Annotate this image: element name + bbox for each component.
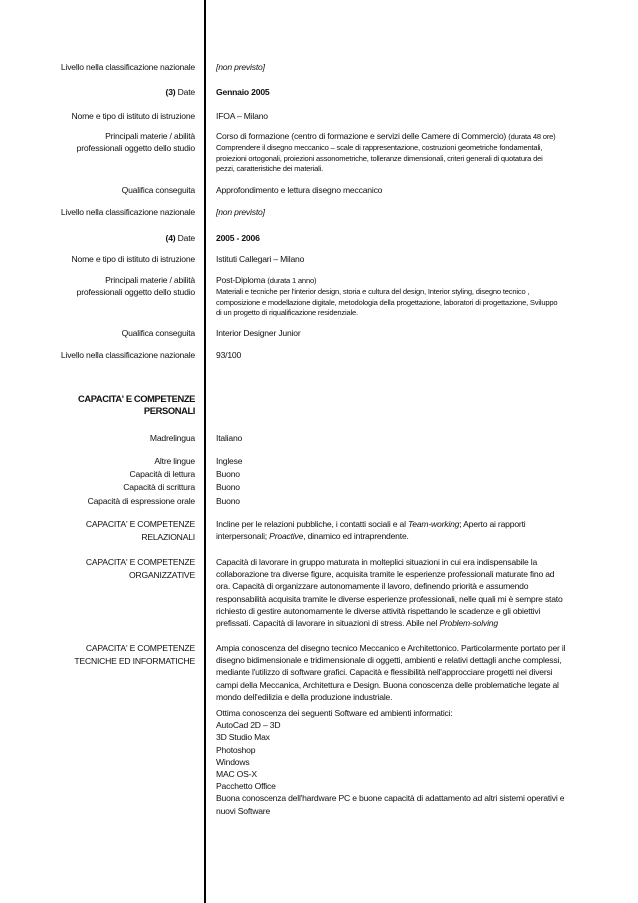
section-heading-personali bbox=[15, 393, 195, 417]
tecniche-line: mediante l'utilizzo di software grafici. Capacità e flessibilità nell'approcciare progetti nei diversi bbox=[216, 667, 553, 678]
materie-4-desc-3: di un progetto di riqualificazione residenziale. bbox=[216, 308, 358, 318]
label-scrittura: Capacità di scrittura bbox=[123, 482, 195, 493]
software-item: Pacchetto Office bbox=[216, 781, 276, 792]
software-item: AutoCad 2D – 3D bbox=[216, 720, 281, 731]
value-livello-4: 93/100 bbox=[216, 350, 242, 360]
label-materie-3-line1: Principali materie / abilità bbox=[105, 131, 195, 141]
relazionali-proactive: Proactive bbox=[269, 531, 304, 542]
date-label-4: Date bbox=[177, 233, 195, 243]
label-livello-4: Livello nella classificazione nazionale bbox=[60, 350, 195, 360]
label-organizzative bbox=[15, 556, 195, 581]
hardware-line-2: nuovi Software bbox=[216, 805, 271, 816]
label-organizzative-line2: ORGANIZZATIVE bbox=[129, 569, 195, 580]
tecniche-line: disegno bidimensionale e tridimensionale di oggetti, ambienti e relativi dettagli anche complessi, bbox=[216, 655, 562, 666]
date-label-3: Date bbox=[177, 87, 195, 97]
label-livello-3: Livello nella classificazione nazionale bbox=[60, 207, 195, 217]
value-altre-lingue: Inglese bbox=[216, 456, 243, 466]
label-relazionali bbox=[15, 518, 195, 543]
materie-4-duration: (durata 1 anno) bbox=[267, 276, 317, 285]
label-date-3 bbox=[15, 87, 195, 99]
organizzative-line: collaborazione tra diverse figure, acquisita tramite le esperienze professionali maturate fino ad bbox=[216, 569, 555, 580]
materie-4-title: Post-Diploma bbox=[216, 275, 266, 285]
value-istituto-4: Istituti Callegari – Milano bbox=[216, 254, 305, 264]
relazionali-text-2b: , dinamico ed intraprendente. bbox=[303, 531, 409, 542]
section-heading-line1: CAPACITA' E COMPETENZE bbox=[77, 393, 195, 404]
materie-3-title: Corso di formazione (centro di formazione e servizi delle Camere di Commercio) bbox=[216, 131, 507, 141]
date-number-4: (4) bbox=[165, 233, 176, 243]
date-number-3: (3) bbox=[165, 87, 176, 97]
label-istituto-4: Nome e tipo di istituto di istruzione bbox=[71, 254, 195, 264]
organizzative-line: Capacità di lavorare in gruppo maturata in molteplici situazioni in cui era indispensabile la bbox=[216, 557, 538, 567]
value-livello-3: [non previsto] bbox=[216, 207, 265, 217]
value-istituto-3: IFOA – Milano bbox=[216, 111, 268, 121]
organizzative-line: responsabilità acquisita tramite le diverse esperienze professionali, nelle quali mi è sempre stato bbox=[216, 593, 563, 604]
label-qualifica-4: Qualifica conseguita bbox=[121, 328, 195, 338]
software-item: Windows bbox=[216, 756, 250, 767]
materie-3-desc-3: pezzi, caratteristiche dei materiali. bbox=[216, 164, 323, 174]
label-organizzative-line1: CAPACITA' E COMPETENZE bbox=[85, 557, 195, 567]
software-item: MAC OS-X bbox=[216, 769, 257, 780]
materie-3-desc-2: proiezioni ortogonali, proiezioni assonometriche, tolleranze dimensionali, criteri generali di quotatura dei bbox=[216, 153, 543, 163]
value-organizzative bbox=[216, 556, 600, 629]
organizzative-problem-solving: Problem-solving bbox=[439, 618, 498, 629]
materie-3-duration: (durata 48 ore) bbox=[508, 132, 556, 141]
value-madrelingua: Italiano bbox=[216, 433, 243, 443]
materie-3-desc-1: Comprendere il disegno meccanico – scale di rappresentazione, costruzioni geometriche fondamentali, bbox=[216, 142, 543, 152]
label-materie-4 bbox=[15, 275, 195, 298]
software-item: 3D Studio Max bbox=[216, 732, 270, 743]
software-intro: Ottima conoscenza dei seguenti Software ed ambienti informatici: bbox=[216, 708, 453, 719]
tecniche-line: campi della Meccanica, Architettura e Design. Buona conoscenza delle problematiche legate al bbox=[216, 679, 559, 690]
relazionali-text-1a: Incline per le relazioni pubbliche, i contatti sociali e al bbox=[216, 519, 408, 529]
value-lettura: Buono bbox=[216, 469, 240, 480]
value-date-3: Gennaio 2005 bbox=[216, 87, 270, 97]
organizzative-last-line: prefissati. Capacità di lavorare in situazioni di stress. Abile nel bbox=[216, 618, 440, 629]
value-lingue-block bbox=[216, 455, 600, 508]
software-item: Photoshop bbox=[216, 744, 256, 755]
label-materie-4-line1: Principali materie / abilità bbox=[105, 275, 195, 285]
tecniche-line: Ampia conoscenza del disegno tecnico Meccanico e Architettonico. Particolarmente portato per il bbox=[216, 643, 566, 653]
label-qualifica-3: Qualifica conseguita bbox=[121, 185, 195, 195]
value-livello-1: [non previsto] bbox=[216, 62, 265, 72]
label-materie-3-line2: professionali oggetto dello studio bbox=[76, 142, 195, 153]
materie-4-desc-1: Materiali e tecniche per l'interior design, storia e cultura del design, Interior styling, disegno tecnico , bbox=[216, 286, 530, 296]
label-tecniche bbox=[15, 642, 195, 667]
label-madrelingua: Madrelingua bbox=[149, 433, 195, 443]
label-date-4 bbox=[15, 233, 195, 245]
value-qualifica-4: Interior Designer Junior bbox=[216, 328, 301, 338]
value-relazionali bbox=[216, 518, 600, 542]
label-lettura: Capacità di lettura bbox=[129, 469, 195, 480]
relazionali-team-working: Team-working bbox=[407, 519, 460, 529]
label-lingue-block bbox=[15, 455, 195, 508]
relazionali-text-1b: ; Aperto ai rapporti bbox=[459, 519, 526, 529]
label-orale: Capacità di espressione orale bbox=[87, 495, 195, 506]
label-relazionali-line1: CAPACITA' E COMPETENZE bbox=[85, 519, 195, 529]
value-qualifica-3: Approfondimento e lettura disegno meccanico bbox=[216, 185, 383, 195]
relazionali-text-2a: interpersonali; bbox=[216, 531, 270, 542]
label-materie-4-line2: professionali oggetto dello studio bbox=[76, 286, 195, 297]
label-tecniche-line2: TECNICHE ED INFORMATICHE bbox=[74, 655, 195, 666]
label-relazionali-line2: RELAZIONALI bbox=[141, 531, 195, 542]
label-altre-lingue: Altre lingue bbox=[154, 456, 195, 466]
label-materie-3 bbox=[15, 131, 195, 154]
section-heading-line2: PERSONALI bbox=[143, 405, 195, 416]
value-scrittura: Buono bbox=[216, 482, 240, 493]
label-livello-1: Livello nella classificazione nazionale bbox=[60, 62, 195, 72]
value-date-4: 2005 - 2006 bbox=[216, 233, 260, 243]
organizzative-line: richiesto di gestire autonomamente le diverse attività rispettando le scadenze e gli obiettivi bbox=[216, 605, 541, 616]
value-tecniche bbox=[216, 642, 600, 817]
materie-4-desc-2: composizione e modellazione digitale, metodologia della progettazione, laboratori di progettazione, Sviluppo bbox=[216, 297, 558, 307]
value-materie-4 bbox=[216, 275, 600, 319]
organizzative-line: ora. Capacità di organizzare autonomamente il lavoro, definendo priorità e assumendo bbox=[216, 581, 529, 592]
label-tecniche-line1: CAPACITA' E COMPETENZE bbox=[85, 643, 195, 653]
value-orale: Buono bbox=[216, 495, 240, 506]
tecniche-line: mondo dell'edilizia e della produzione industriale. bbox=[216, 691, 393, 702]
column-divider bbox=[204, 0, 206, 903]
value-materie-3 bbox=[216, 131, 600, 175]
hardware-line-1: Buona conoscenza dell'hardware PC e buone capacità di adattamento ad altri sistemi operativi e bbox=[216, 793, 565, 804]
label-istituto-3: Nome e tipo di istituto di istruzione bbox=[71, 111, 195, 121]
